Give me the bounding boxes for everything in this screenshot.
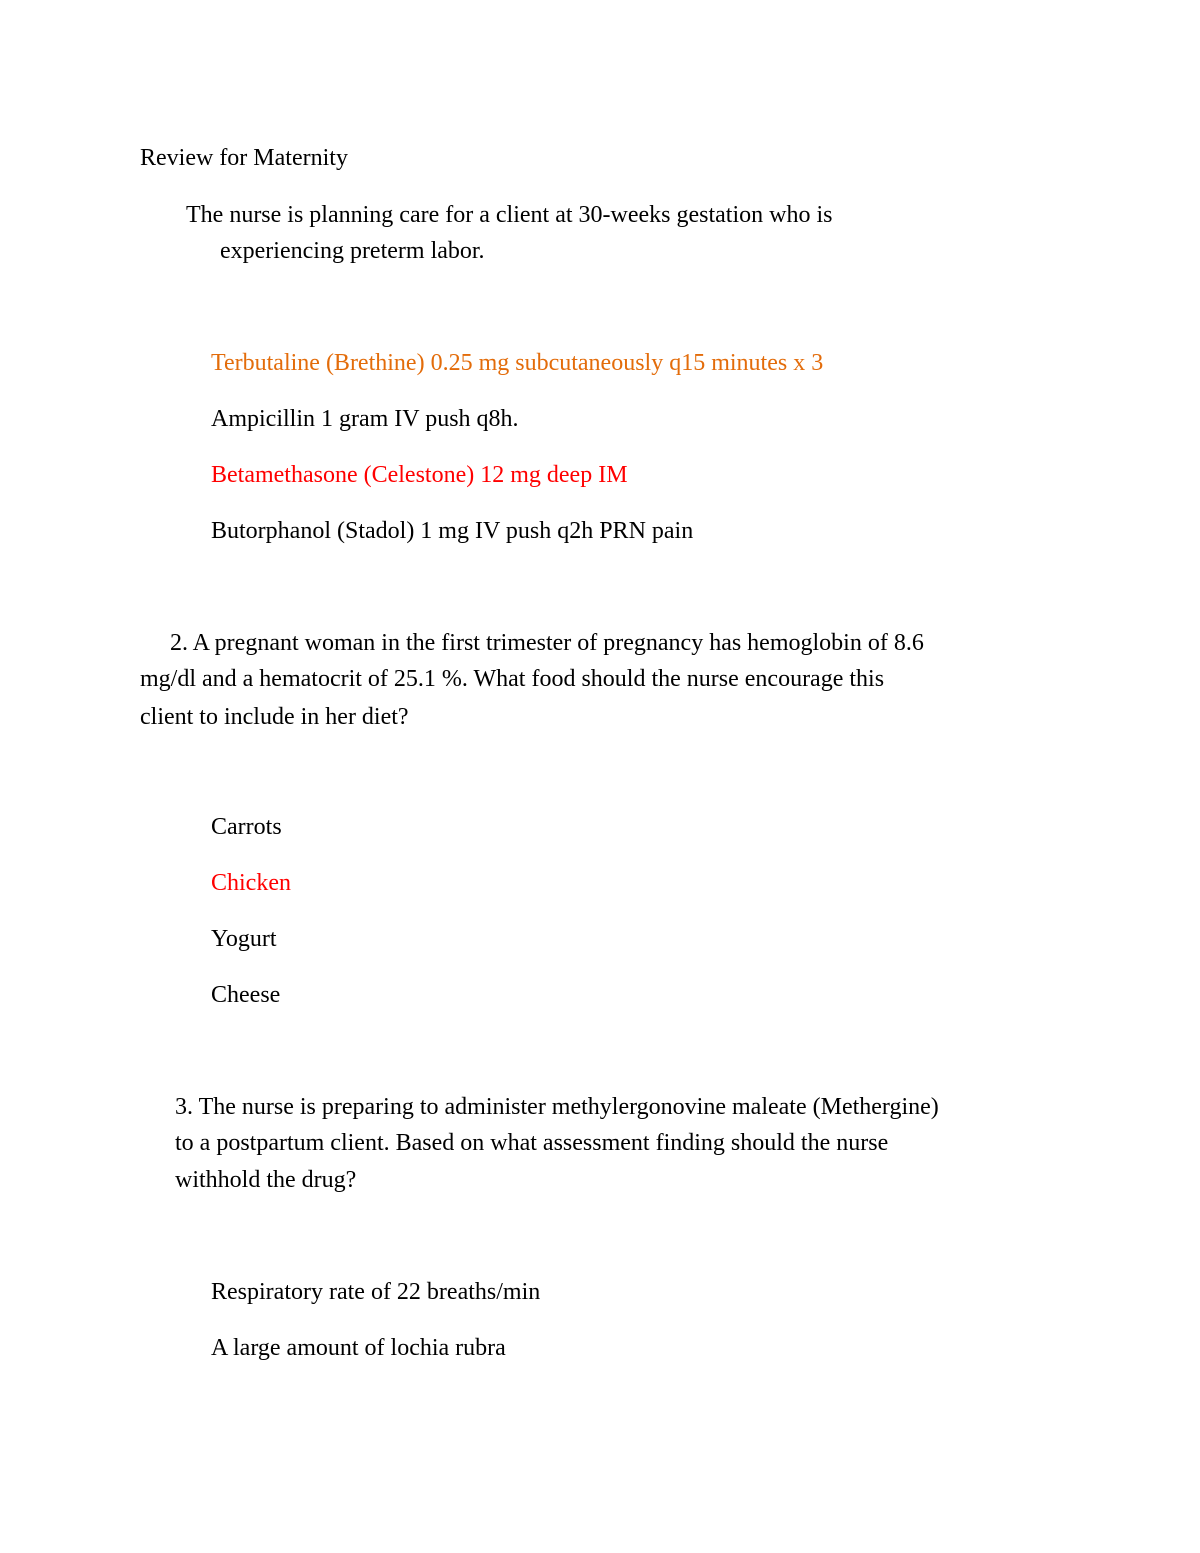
question-2-stem-line-2: mg/dl and a hematocrit of 25.1 %. What food should the nurse encourage this <box>140 666 885 692</box>
question-3-stem-line-2: to a postpartum client. Based on what assessment finding should the nurse <box>175 1130 889 1156</box>
question-1-stem-line-1: The nurse is planning care for a client at 30-weeks gestation who is <box>186 202 833 228</box>
question-3-option-2: A large amount of lochia rubra <box>211 1335 506 1361</box>
question-3-option-1: Respiratory rate of 22 breaths/min <box>211 1279 541 1305</box>
question-3-stem-line-1: 3. The nurse is preparing to administer methylergonovine maleate (Methergine) <box>175 1094 939 1120</box>
question-1-option-1: Terbutaline (Brethine) 0.25 mg subcutaneously q15 minutes x 3 <box>211 350 824 376</box>
question-2-option-2: Chicken <box>211 870 291 896</box>
question-2-option-3: Yogurt <box>211 926 277 952</box>
question-1-stem-line-2: experiencing preterm labor. <box>220 238 485 264</box>
question-2-option-1: Carrots <box>211 814 282 840</box>
question-2-stem-line-3: client to include in her diet? <box>140 704 409 730</box>
question-2-option-4: Cheese <box>211 982 281 1008</box>
question-2-stem-line-1: 2. A pregnant woman in the first trimester of pregnancy has hemoglobin of 8.6 <box>170 630 924 656</box>
document-title: Review for Maternity <box>140 145 348 171</box>
question-1-option-4: Butorphanol (Stadol) 1 mg IV push q2h PRN pain <box>211 518 694 544</box>
question-3-stem-line-3: withhold the drug? <box>175 1167 357 1193</box>
question-1-option-2: Ampicillin 1 gram IV push q8h. <box>211 406 519 432</box>
question-1-option-3: Betamethasone (Celestone) 12 mg deep IM <box>211 462 628 488</box>
